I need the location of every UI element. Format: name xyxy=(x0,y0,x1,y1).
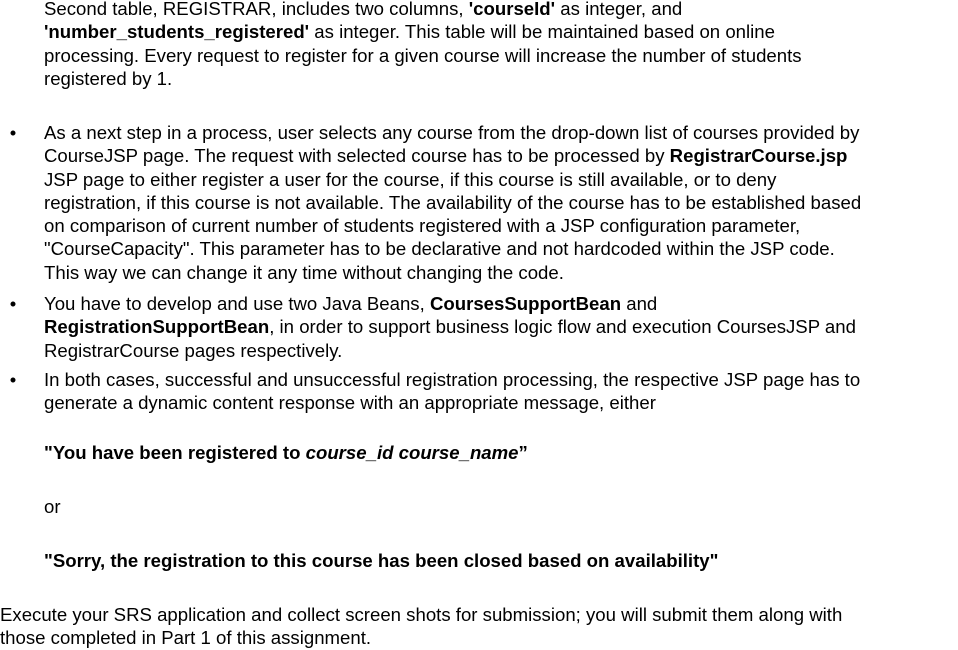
intro-line-4: registered by 1. xyxy=(44,67,173,89)
or-separator: or xyxy=(44,496,61,517)
bullet-1-text: As a next step in a process, user selects any course from the drop-down list of courses provided by CourseJSP page. The request with selected course has to be processed by RegistrarCourse.jsp JSP page to either register a user for the course, if this course is still available, or to deny registration, if this course is not available. The availability of the course has to be established based on comparison of current number of students registered with a JSP configuration parameter, "CourseCapacity". This parameter has to be declarative and not hardcoded within the JSP code. This way we can change it any time without changing the code. xyxy=(44,122,862,283)
bullet-3-marker: • xyxy=(9,369,17,390)
bullet-2-marker: • xyxy=(9,293,17,314)
intro-line-3: processing. Every request to register for a given course will increase the number of students xyxy=(44,44,802,66)
intro-line-1: Second table, REGISTRAR, includes two columns, 'courseId' as integer, and xyxy=(44,0,683,19)
number-students-registered-term: 'number_students_registered' xyxy=(44,21,310,43)
registrar-course-jsp-term: RegistrarCourse.jsp xyxy=(669,145,848,167)
failure-message: "Sorry, the registration to this course has been closed based on availability" xyxy=(44,550,719,571)
closing-paragraph: Execute your SRS application and collect screen shots for submission; you will submit them along with those completed in Part 1 of this assignment. xyxy=(0,604,843,649)
intro-line-2: 'number_students_registered' as integer. This table will be maintained based on online xyxy=(44,21,775,43)
courseid-term: 'courseId' xyxy=(468,0,556,19)
course-id-name-placeholder: course_id course_name xyxy=(305,442,519,463)
bullet-3-text: In both cases, successful and unsuccessful registration processing, the respective JSP page has to generate a dynamic content response with an appropriate message, either xyxy=(44,369,861,414)
courses-support-bean-term: CoursesSupportBean xyxy=(429,293,622,314)
intro-paragraph xyxy=(44,0,958,90)
bullet-2-text: You have to develop and use two Java Beans, CoursesSupportBean and RegistrationSupportBean, in order to support business logic flow and execution CoursesJSP and RegistrarCourse pages respectively. xyxy=(44,293,856,361)
bullet-1-marker: • xyxy=(9,122,17,143)
success-message: "You have been registered to course_id course_name” xyxy=(44,442,528,463)
registration-support-bean-term: RegistrationSupportBean xyxy=(44,316,270,338)
